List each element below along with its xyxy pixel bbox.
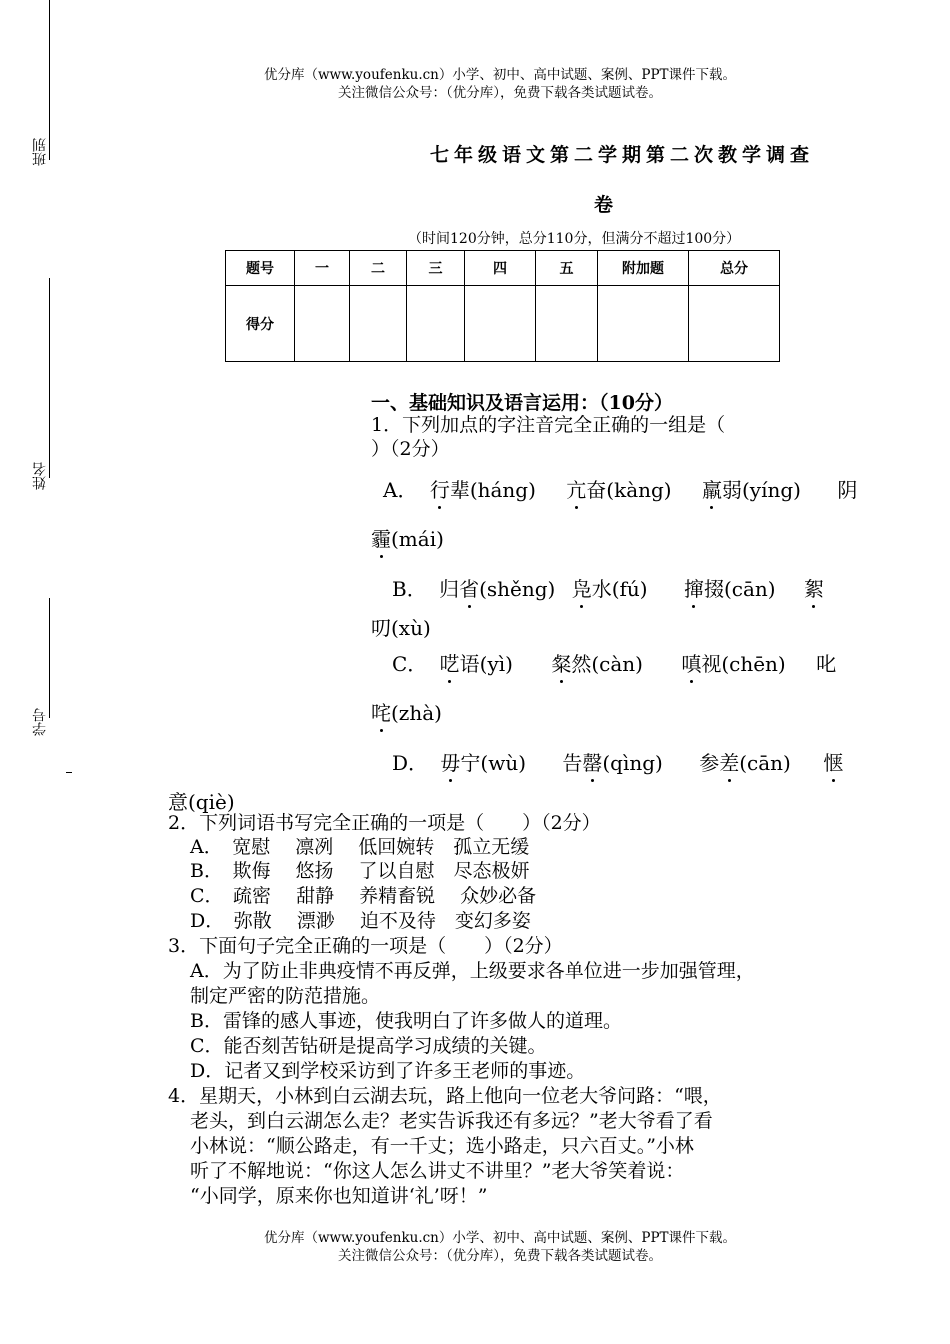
score-cell[interactable] <box>465 286 536 362</box>
q1-option-c-cont: 咤(zhà) <box>371 697 442 726</box>
q3-option-b: B．雷锋的感人事迹，使我明白了许多做人的道理。 <box>190 1010 622 1032</box>
id-label: 学号 <box>32 708 48 736</box>
q3-option-c: C．能否刻苦钻研是提高学习成绩的关键。 <box>190 1035 547 1057</box>
name-blank-line <box>49 278 50 478</box>
q1-stem-score: ）（2分） <box>371 438 450 460</box>
section-1-title: 一、基础知识及语言运用：（10分） <box>371 392 673 414</box>
header-line-2: 关注微信公众号：（优分库），免费下载各类试题试卷。 <box>338 85 662 101</box>
q2-option-d: D． 弥散 漂渺 迫不及待 变幻多姿 <box>190 910 531 932</box>
id-blank-line <box>49 598 50 718</box>
page-title-continuation: 卷 <box>594 194 614 216</box>
score-header-cell: 总分 <box>689 251 780 286</box>
score-cell[interactable] <box>295 286 350 362</box>
page-title: 七年级语文第二学期第二次教学调查 <box>430 144 815 166</box>
header-line-1: 优分库（www.youfenku.cn）小学、初中、高中试题、案例、PPT课件下载。 <box>263 67 737 83</box>
score-cell[interactable] <box>689 286 780 362</box>
score-cell[interactable] <box>598 286 689 362</box>
q1-option-c: C． 呓语(yì) 粲然(càn) 嗔视(chēn) 叱 <box>392 648 836 677</box>
q2-option-c: C． 疏密 甜静 养精畜锐 众妙必备 <box>190 885 537 907</box>
margin-tick <box>66 772 72 773</box>
q1-option-d-cont: 意(qiè) <box>168 790 235 814</box>
score-cell[interactable] <box>407 286 465 362</box>
footer-line-1: 优分库（www.youfenku.cn）小学、初中、高中试题、案例、PPT课件下载。 <box>263 1230 737 1246</box>
class-blank-line <box>49 0 50 160</box>
q4-line-2: 老头，到白云湖怎么走？老实告诉我还有多远？”老大爷看了看 <box>190 1110 713 1132</box>
score-header-cell: 四 <box>465 251 536 286</box>
q3-option-d: D．记者又到学校采访到了许多王老师的事迹。 <box>190 1060 586 1082</box>
score-cell[interactable] <box>350 286 407 362</box>
score-header-cell: 五 <box>536 251 598 286</box>
score-header-cell: 附加题 <box>598 251 689 286</box>
q2-option-b: B． 欺侮 悠扬 了以自慰 尽态极妍 <box>190 860 530 882</box>
q4-line-4: 听了不解地说：“你这人怎么讲丈不讲里？”老大爷笑着说： <box>190 1160 685 1182</box>
score-header-cell: 题号 <box>226 251 295 286</box>
q1-option-b-cont: 叨(xù) <box>371 616 431 640</box>
q1-option-b: B． 归省(shěng) 凫水(fú) 撺掇(cān) 絮 <box>392 573 824 602</box>
class-label: 班别 <box>32 138 48 166</box>
time-note: （时间120分钟，总分110分，但满分不超过100分） <box>408 231 741 247</box>
q3-option-a: A．为了防止非典疫情不再反弹，上级要求各单位进一步加强管理， <box>190 960 755 982</box>
q3-option-a-cont: 制定严密的防范措施。 <box>190 985 381 1007</box>
q2-stem: 2．下列词语书写完全正确的一项是（ ）（2分） <box>168 812 601 834</box>
score-cell[interactable] <box>536 286 598 362</box>
q1-stem: 1．下列加点的字注音完全正确的一组是（ <box>371 414 726 436</box>
score-table <box>225 250 780 362</box>
q4-line-5: “小同学，原来你也知道讲‘礼’呀！” <box>190 1185 488 1207</box>
name-label: 姓名 <box>32 462 48 490</box>
score-row-label: 得分 <box>226 286 295 362</box>
score-header-cell: 一 <box>295 251 350 286</box>
q2-option-a: A． 宽慰 凛冽 低回婉转 孤立无缓 <box>190 836 530 858</box>
score-header-cell: 三 <box>407 251 465 286</box>
q4-line-1: 4．星期天，小林到白云湖去玩，路上他向一位老大爷问路：“喂， <box>168 1085 722 1107</box>
score-header-cell: 二 <box>350 251 407 286</box>
q1-option-d: D． 毋宁(wù) 告罄(qìng) 参差(cān) 惬 <box>392 747 843 776</box>
q4-line-3: 小林说：“顺公路走，有一千丈；选小路走，只六百丈。”小林 <box>190 1135 694 1157</box>
q1-option-a: A． 行辈(háng) 亢奋(kàng) 羸弱(yíng) 阴 <box>383 474 857 503</box>
q1-option-a-cont: 霾(mái) <box>371 523 444 552</box>
q3-stem: 3．下面句子完全正确的一项是（ ）（2分） <box>168 935 563 957</box>
footer-line-2: 关注微信公众号：（优分库），免费下载各类试题试卷。 <box>338 1248 662 1264</box>
